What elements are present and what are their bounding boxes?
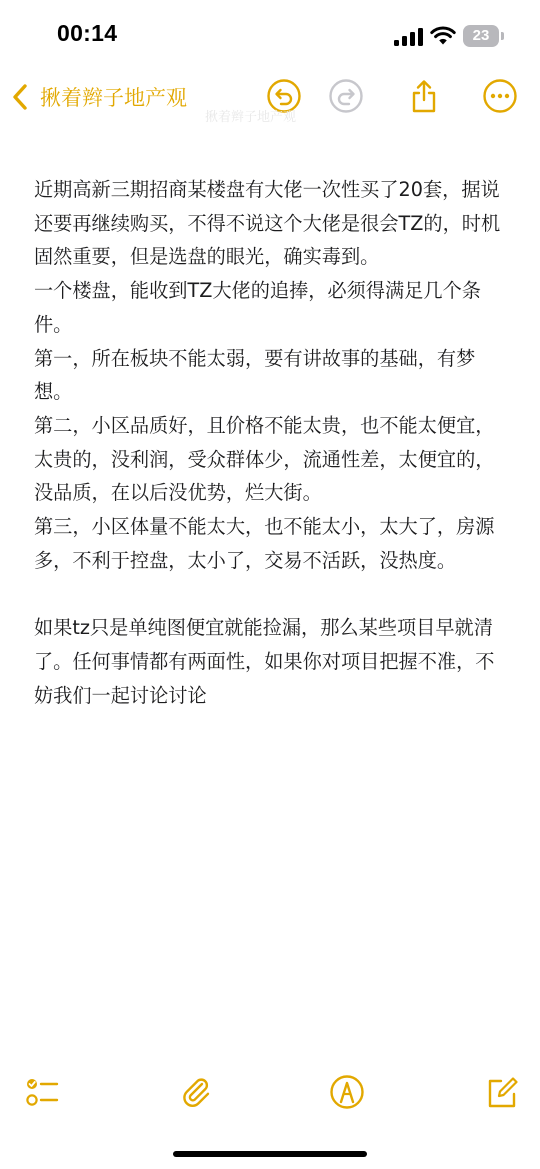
- attachment-icon: [178, 1074, 214, 1110]
- wifi-icon: [430, 26, 456, 46]
- markup-button[interactable]: [329, 1074, 365, 1110]
- attachment-button[interactable]: [178, 1074, 214, 1110]
- chevron-left-icon: [10, 83, 32, 111]
- note-paragraph: 一个楼盘，能收到TZ大佬的追捧，必须得满足几个条件。: [34, 279, 481, 336]
- status-time: 00:14: [57, 20, 118, 46]
- home-indicator[interactable]: [173, 1151, 367, 1157]
- checklist-button[interactable]: [24, 1074, 60, 1110]
- note-blank-line: [34, 577, 509, 611]
- compose-button[interactable]: [484, 1074, 520, 1110]
- status-bar: [0, 0, 540, 72]
- note-paragraph: 第三，小区体量不能太大，也不能太小，太大了，房源多，不利于控盘，太小了，交易不活跃，没热度。: [34, 515, 495, 572]
- compose-icon: [484, 1074, 520, 1110]
- more-button[interactable]: [482, 78, 518, 114]
- markup-icon: [329, 1074, 365, 1110]
- back-label: 揪着辫子地产观: [40, 86, 187, 110]
- redo-icon: [328, 78, 364, 114]
- battery-level: 23: [472, 27, 490, 44]
- checklist-icon: [24, 1074, 60, 1110]
- battery-icon: [463, 25, 505, 47]
- share-button[interactable]: [406, 78, 442, 114]
- bottom-toolbar: [0, 1070, 540, 1116]
- note-paragraph: 近期高新三期招商某楼盘有大佬一次性买了20套，据说还要再继续购买，不得不说这个大佬是很会TZ的，时机固然重要，但是选盘的眼光，确实毒到。: [34, 178, 501, 269]
- note-paragraph: 如果tz只是单纯图便宜就能捡漏，那么某些项目早就清了。任何事情都有两面性，如果你对项目把握不准，不妨我们一起讨论讨论: [34, 616, 495, 707]
- more-icon: [482, 78, 518, 114]
- note-paragraph: 第二，小区品质好，且价格不能太贵，也不能太便宜，太贵的，没利润，受众群体少，流通性差，太便宜的，没品质，在以后没优势，烂大街。: [34, 413, 495, 505]
- note-body[interactable]: [34, 173, 509, 712]
- redo-button[interactable]: [328, 78, 364, 114]
- note-paragraph: 第一，所在板块不能太弱，要有讲故事的基础，有梦想。: [34, 346, 476, 404]
- share-icon: [406, 78, 442, 114]
- note-title-faint: 揪着辫子地产观: [205, 110, 297, 125]
- cellular-signal-icon: [394, 28, 424, 46]
- back-button[interactable]: [10, 80, 187, 114]
